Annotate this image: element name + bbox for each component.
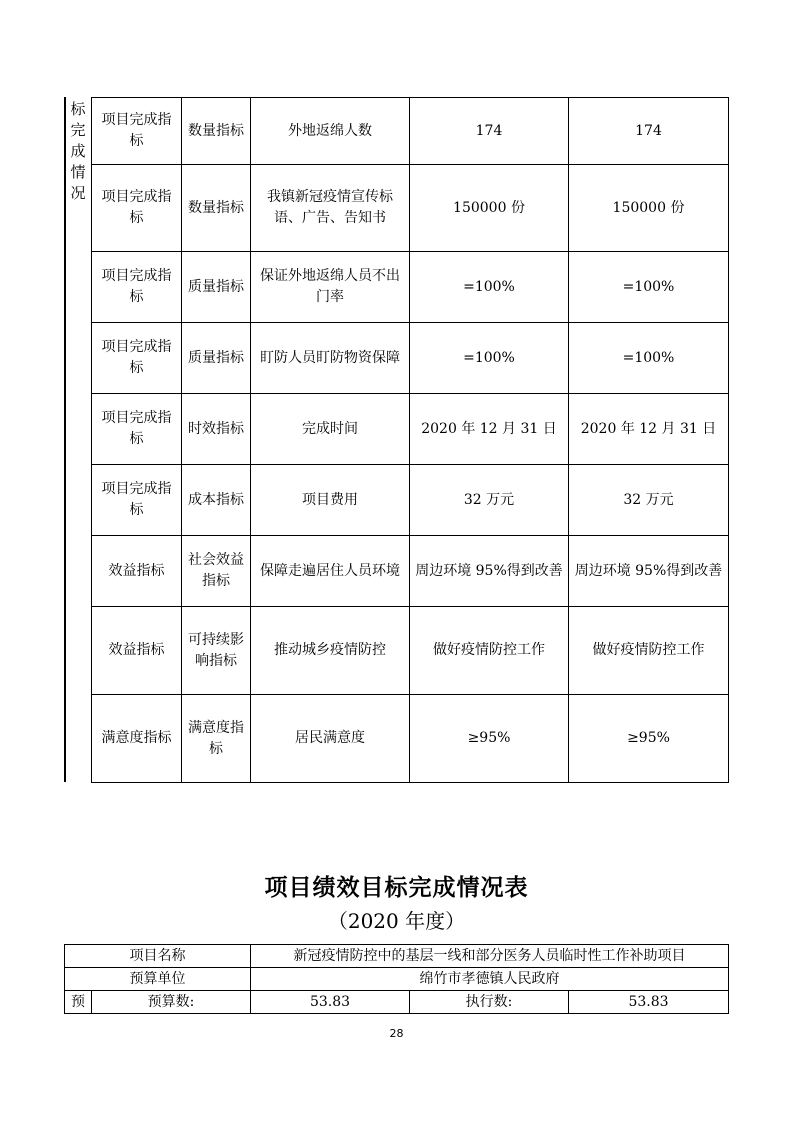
indicator-table (91, 97, 729, 783)
sub-category-cell: 数量指标 (182, 98, 251, 165)
table-row (92, 394, 729, 465)
actual-value-cell: 150000 份 (569, 165, 729, 252)
table-left-border (64, 97, 66, 782)
document-subtitle: （2020 年度） (327, 909, 466, 933)
indicator-cell: 盯防人员盯防物资保障 (251, 323, 410, 394)
executed-amount-label: 执行数: (410, 991, 569, 1014)
actual-value-cell: 做好疫情防控工作 (569, 607, 729, 695)
budget-amount-value: 53.83 (251, 991, 410, 1014)
sub-category-cell: 成本指标 (182, 465, 251, 536)
table-row (92, 607, 729, 695)
project-name-label: 项目名称 (65, 945, 251, 968)
target-value-cell: 做好疫情防控工作 (410, 607, 569, 695)
table-row (92, 536, 729, 607)
category-cell: 项目完成指标 (92, 465, 182, 536)
table-row (65, 968, 729, 991)
target-value-cell: 周边环境 95%得到改善 (410, 536, 569, 607)
project-info-table (64, 944, 729, 1014)
category-cell: 项目完成指标 (92, 252, 182, 323)
indicator-cell: 项目费用 (251, 465, 410, 536)
target-value-cell: 2020 年 12 月 31 日 (410, 394, 569, 465)
budget-unit-value: 绵竹市孝德镇人民政府 (251, 968, 729, 991)
budget-amount-label: 预算数: (92, 991, 251, 1014)
target-value-cell: 174 (410, 98, 569, 165)
actual-value-cell: =100% (569, 323, 729, 394)
project-name-value: 新冠疫情防控中的基层一线和部分医务人员临时性工作补助项目 (251, 945, 729, 968)
actual-value-cell: 174 (569, 98, 729, 165)
actual-value-cell: =100% (569, 252, 729, 323)
indicator-cell: 完成时间 (251, 394, 410, 465)
indicator-cell: 推动城乡疫情防控 (251, 607, 410, 695)
sub-category-cell: 满意度指标 (182, 695, 251, 783)
indicator-cell: 保障走遍居住人员环境 (251, 536, 410, 607)
table-row (92, 695, 729, 783)
category-cell: 项目完成指标 (92, 323, 182, 394)
indicator-cell: 外地返绵人数 (251, 98, 410, 165)
budget-section-label: 预 (65, 991, 92, 1014)
target-value-cell: ≥95% (410, 695, 569, 783)
page-number: 28 (389, 1027, 404, 1040)
executed-amount-value: 53.83 (569, 991, 729, 1014)
table-row (92, 252, 729, 323)
sub-category-cell: 可持续影响指标 (182, 607, 251, 695)
target-value-cell: 32 万元 (410, 465, 569, 536)
actual-value-cell: 周边环境 95%得到改善 (569, 536, 729, 607)
target-value-cell: 150000 份 (410, 165, 569, 252)
sub-category-cell: 时效指标 (182, 394, 251, 465)
actual-value-cell: 2020 年 12 月 31 日 (569, 394, 729, 465)
category-cell: 效益指标 (92, 536, 182, 607)
indicator-cell: 居民满意度 (251, 695, 410, 783)
sub-category-cell: 数量指标 (182, 165, 251, 252)
table-row (92, 323, 729, 394)
table-row (92, 165, 729, 252)
category-cell: 满意度指标 (92, 695, 182, 783)
vertical-category-label: 标完成情况 (70, 100, 86, 202)
sub-category-cell: 社会效益指标 (182, 536, 251, 607)
sub-category-cell: 质量指标 (182, 252, 251, 323)
category-cell: 项目完成指标 (92, 394, 182, 465)
target-value-cell: =100% (410, 323, 569, 394)
table-row (65, 945, 729, 968)
sub-category-cell: 质量指标 (182, 323, 251, 394)
category-cell: 项目完成指标 (92, 165, 182, 252)
actual-value-cell: ≥95% (569, 695, 729, 783)
indicator-cell: 保证外地返绵人员不出门率 (251, 252, 410, 323)
actual-value-cell: 32 万元 (569, 465, 729, 536)
table-row (65, 991, 729, 1014)
document-title: 项目绩效目标完成情况表 (264, 875, 529, 901)
table-row (92, 465, 729, 536)
table-row (92, 98, 729, 165)
indicator-cell: 我镇新冠疫情宣传标语、广告、告知书 (251, 165, 410, 252)
budget-unit-label: 预算单位 (65, 968, 251, 991)
target-value-cell: =100% (410, 252, 569, 323)
category-cell: 项目完成指标 (92, 98, 182, 165)
category-cell: 效益指标 (92, 607, 182, 695)
indicator-table-continuation (64, 97, 728, 782)
